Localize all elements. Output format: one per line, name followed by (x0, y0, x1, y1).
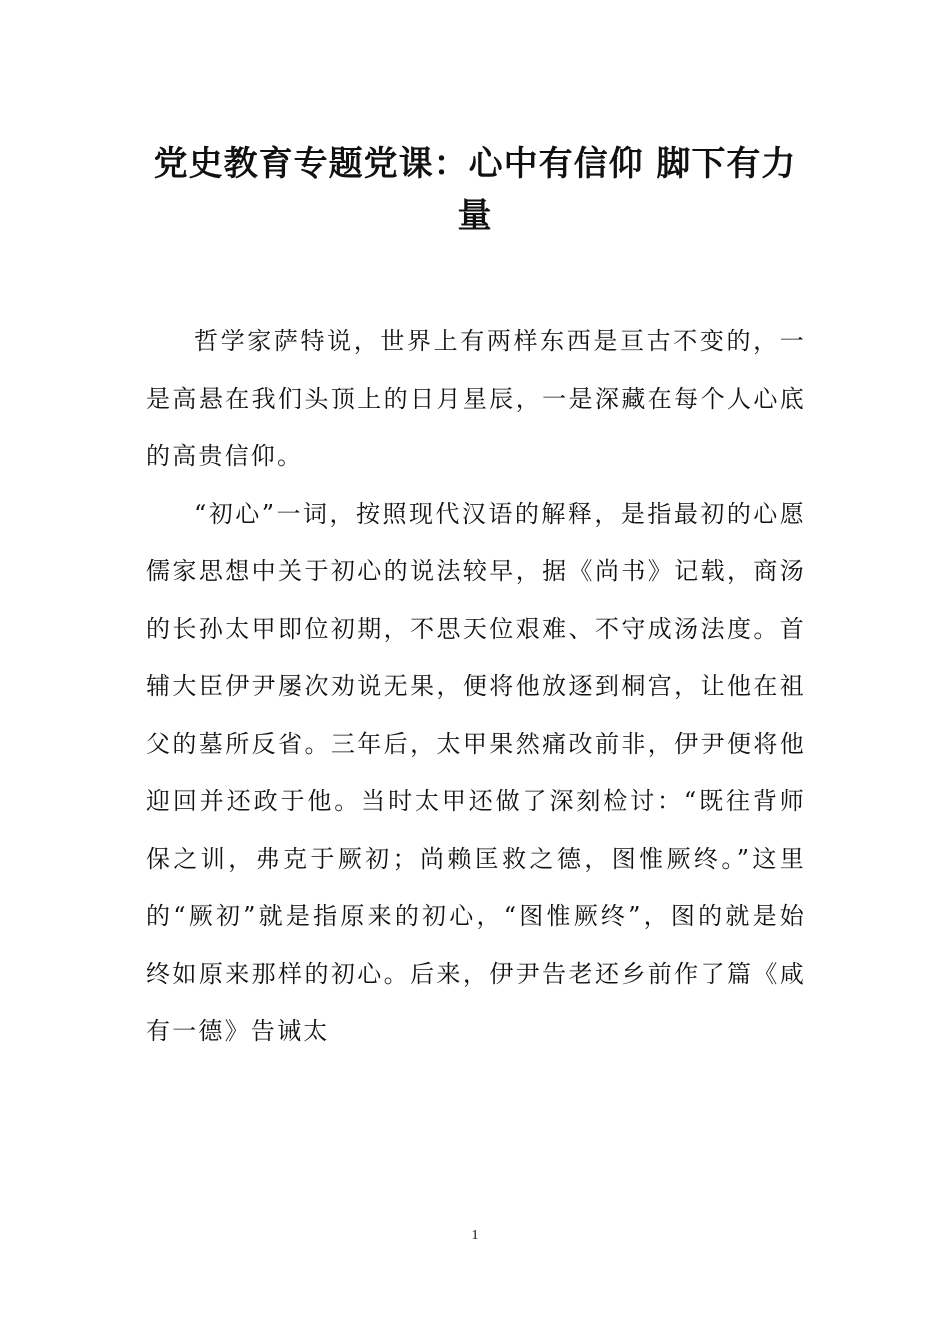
paragraph-1: 哲学家萨特说，世界上有两样东西是亘古不变的，一是高悬在我们头顶上的日月星辰，一是深藏在每个人心底的高贵信仰。 (146, 327, 806, 470)
document-body (146, 313, 806, 1061)
document-title: 党史教育专题党课：心中有信仰 脚下有力量 (153, 144, 797, 236)
page-number: 1 (471, 1228, 479, 1243)
paragraph-2: “初心”一词，按照现代汉语的解释，是指最初的心愿儒家思想中关于初心的说法较早，据《尚书》记载，商汤的长孙太甲即位初期，不思天位艰难、不守成汤法度。首辅大臣伊尹屡次劝说无果，便将他放逐到桐宫，让他在祖父的墓所反省。三年后，太甲果然痛改前非，伊尹便将他迎回并还政于他。当时太甲还做了深刻检讨：“既往背师保之训，弗克于厥初；尚赖匡救之德，图惟厥终。”这里的“厥初”就是指原来的初心，“图惟厥终”，图的就是始终如原来那样的初心。后来，伊尹告老还乡前作了篇《咸有一德》告诫太 (146, 499, 806, 1045)
